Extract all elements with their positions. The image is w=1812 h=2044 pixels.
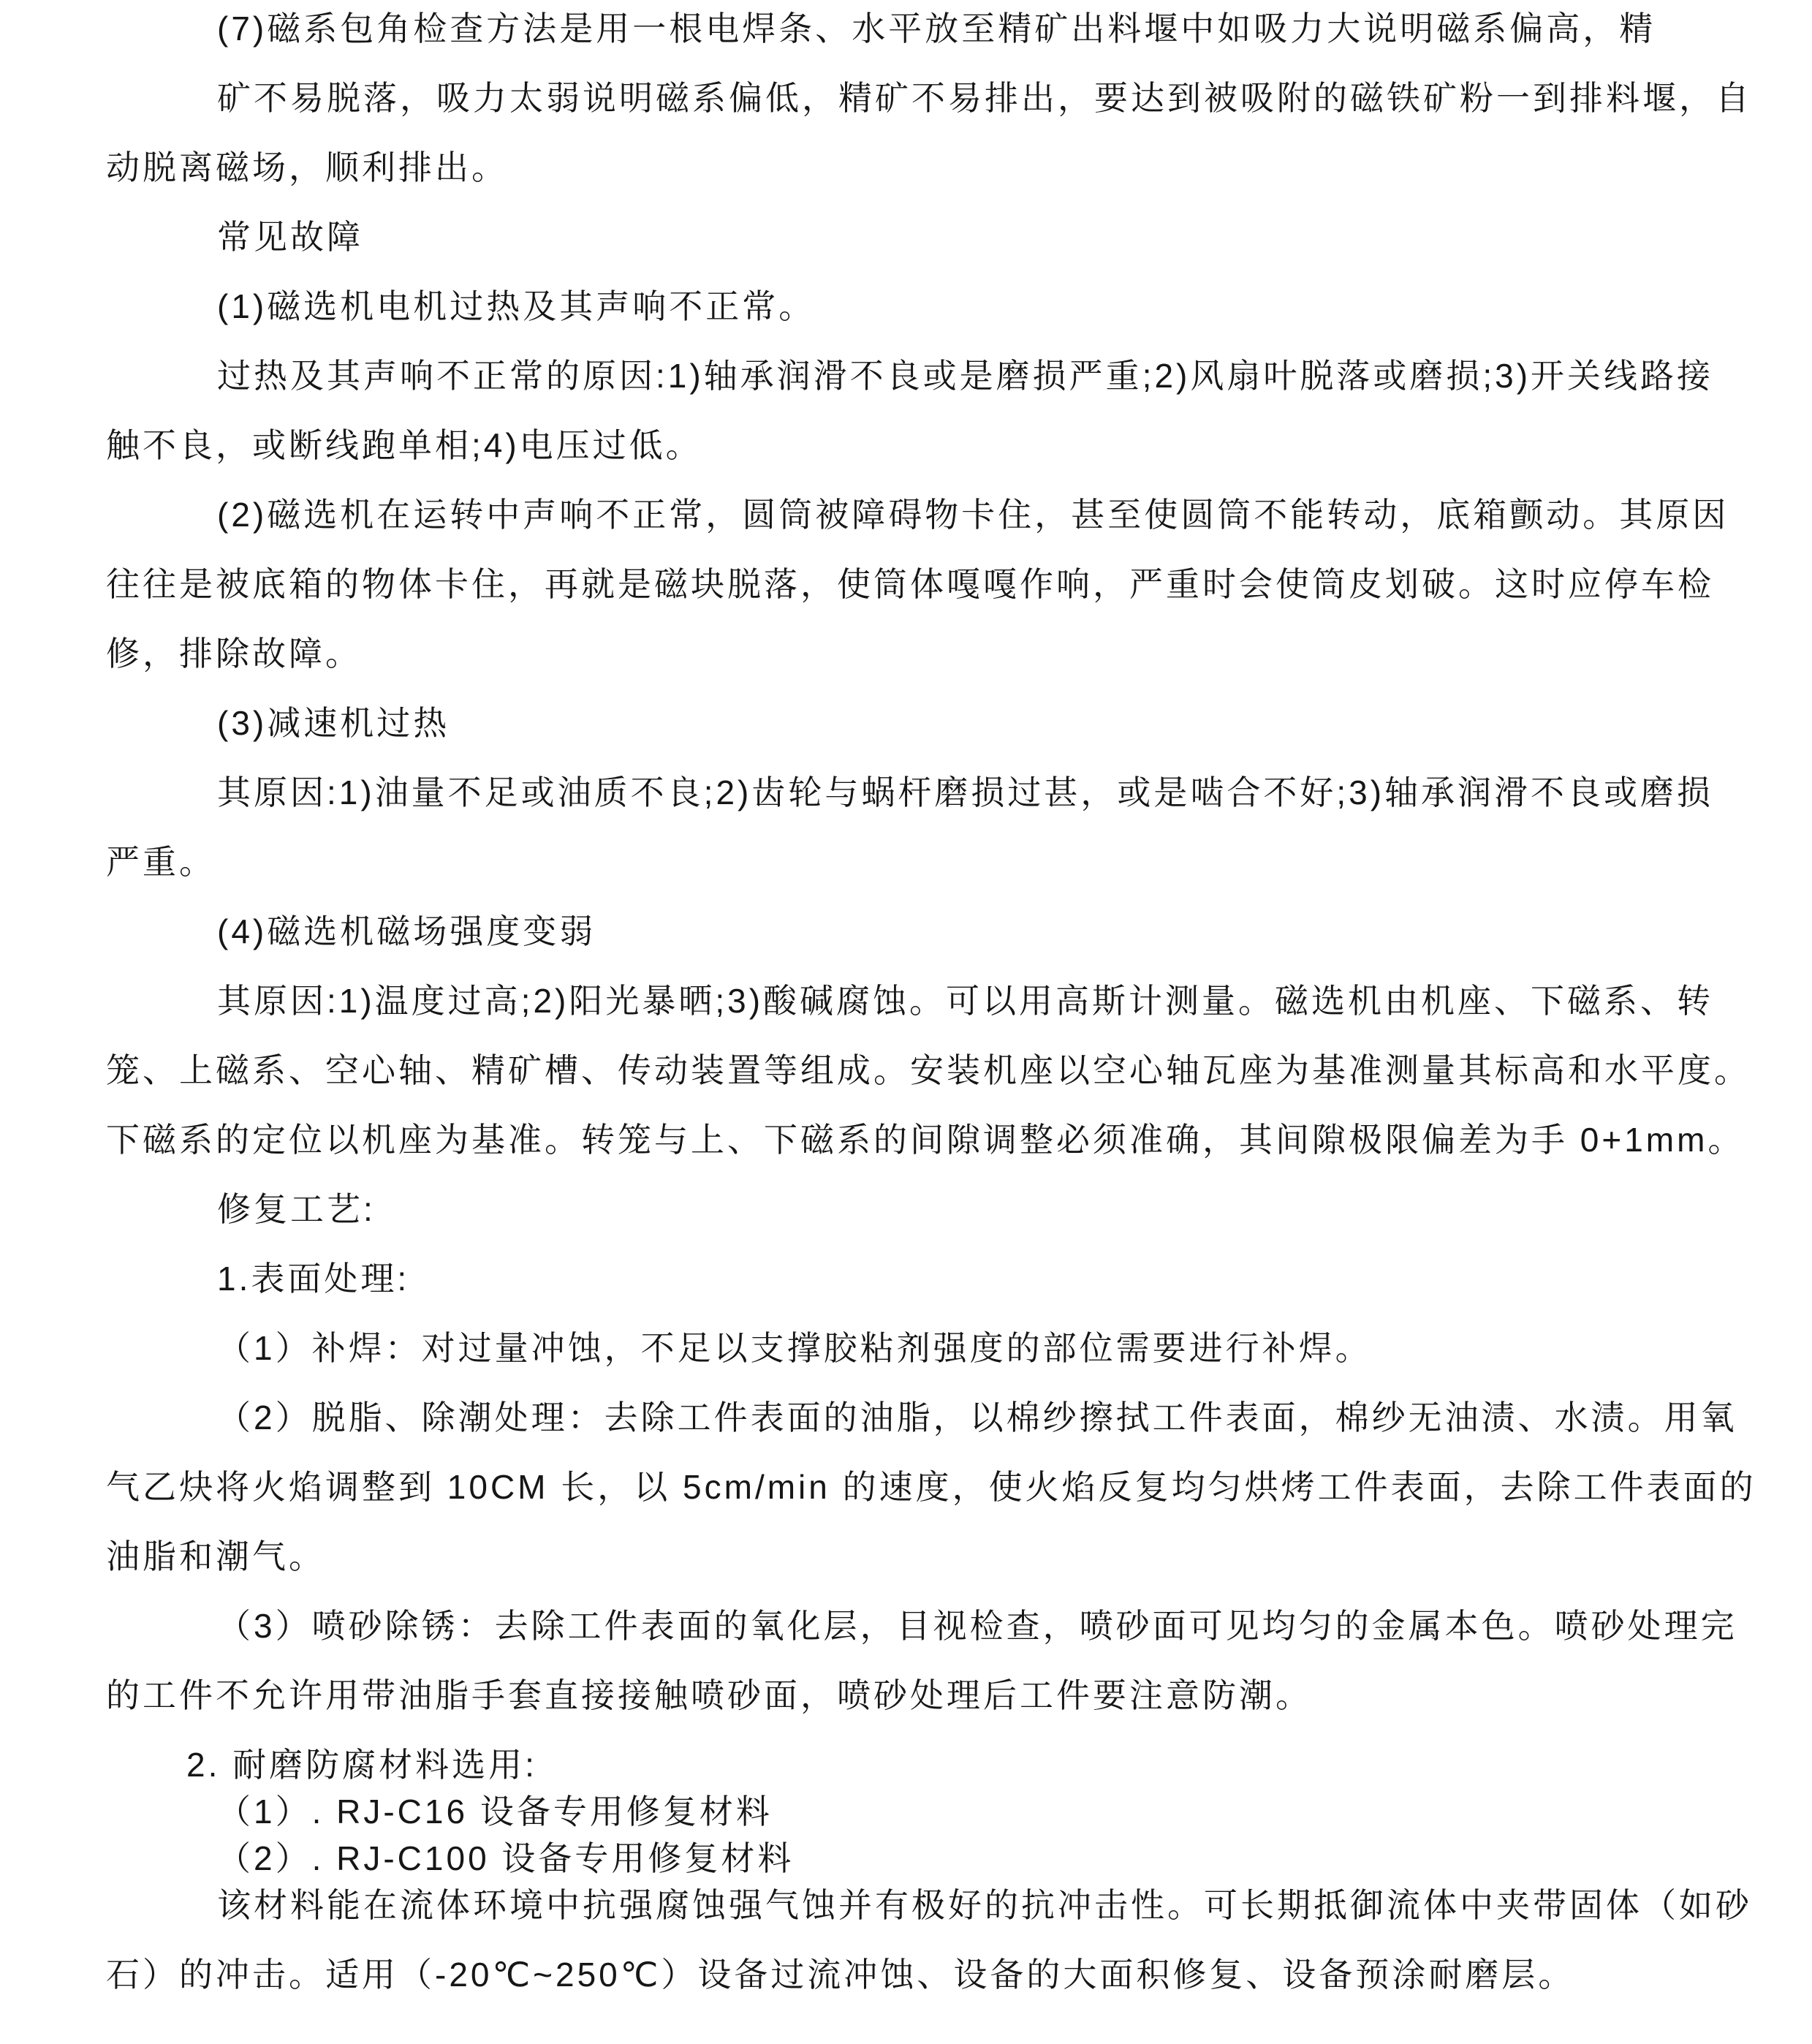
text-line: 油脂和潮气。 [106, 1537, 325, 1575]
text-line: 下磁系的定位以机座为基准。转笼与上、下磁系的间隙调整必须准确，其间隙极限偏差为手 0+1mm。 [106, 1121, 1745, 1159]
text-line: 动脱离磁场，顺利排出。 [106, 148, 508, 186]
text-line: 其原因:1)温度过高;2)阳光暴晒;3)酸碱腐蚀。可以用高斯计测量。磁选机由机座、下磁系、转 [217, 982, 1714, 1020]
text-line: (4)磁选机磁场强度变弱 [217, 912, 596, 950]
text-line: (3)减速机过热 [217, 704, 450, 742]
text-line: 笼、上磁系、空心轴、精矿槽、传动装置等组成。安装机座以空心轴瓦座为基准测量其标高和水平度。 [106, 1051, 1751, 1089]
text-line: 2. 耐磨防腐材料选用: [186, 1746, 537, 1784]
document-body [106, 10, 1756, 2026]
text-line: （1）. RJ-C16 设备专用修复材料 [217, 1793, 773, 1831]
text-line: 石）的冲击。适用（-20℃~250℃）设备过流冲蚀、设备的大面积修复、设备预涂耐磨层。 [106, 1956, 1575, 1994]
text-line: 过热及其声响不正常的原因:1)轴承润滑不良或是磨损严重;2)风扇叶脱落或磨损;3)开关线路接 [217, 357, 1714, 395]
text-line: 矿不易脱落，吸力太弱说明磁系偏低，精矿不易排出，要达到被吸附的磁铁矿粉一到排料堰，自 [217, 79, 1752, 117]
text-line: （2）. RJ-C100 设备专用修复材料 [217, 1839, 795, 1877]
text-line: 严重。 [106, 843, 216, 881]
text-line: （2）脱脂、除潮处理：去除工件表面的油脂，以棉纱擦拭工件表面，棉纱无油渍、水渍。用氧 [217, 1398, 1737, 1437]
text-line: 1.表面处理: [217, 1260, 410, 1298]
text-line: （3）喷砂除锈：去除工件表面的氧化层，目视检查，喷砂面可见均匀的金属本色。喷砂处理完 [217, 1607, 1737, 1645]
text-line: 触不良，或断线跑单相;4)电压过低。 [106, 426, 702, 464]
text-line: 的工件不允许用带油脂手套直接接触喷砂面，喷砂处理后工件要注意防潮。 [106, 1676, 1312, 1714]
text-line: （1）补焊：对过量冲蚀，不足以支撑胶粘剂强度的部位需要进行补焊。 [217, 1329, 1372, 1367]
text-line: 其原因:1)油量不足或油质不良;2)齿轮与蜗杆磨损过甚，或是啮合不好;3)轴承润滑不良或磨损 [217, 773, 1714, 811]
text-line: 修复工艺: [217, 1190, 376, 1228]
text-line: 该材料能在流体环境中抗强腐蚀强气蚀并有极好的抗冲击性。可长期抵御流体中夹带固体（如砂 [217, 1886, 1752, 1924]
text-line: 常见故障 [217, 218, 363, 256]
text-line: (1)磁选机电机过热及其声响不正常。 [217, 287, 816, 325]
text-line: (2)磁选机在运转中声响不正常，圆筒被障碍物卡住，甚至使圆筒不能转动，底箱颤动。其原因 [217, 496, 1729, 534]
text-line: (7)磁系包角检查方法是用一根电焊条、水平放至精矿出料堰中如吸力大说明磁系偏高，精 [217, 10, 1656, 48]
text-line: 修，排除故障。 [106, 635, 362, 673]
text-line: 往往是被底箱的物体卡住，再就是磁块脱落，使筒体嘎嘎作响，严重时会使筒皮划破。这时应停车检 [106, 565, 1714, 603]
text-line: 气乙炔将火焰调整到 10CM 长，以 5cm/min 的速度，使火焰反复均匀烘烤工件表面，去除工件表面的 [106, 1468, 1756, 1506]
